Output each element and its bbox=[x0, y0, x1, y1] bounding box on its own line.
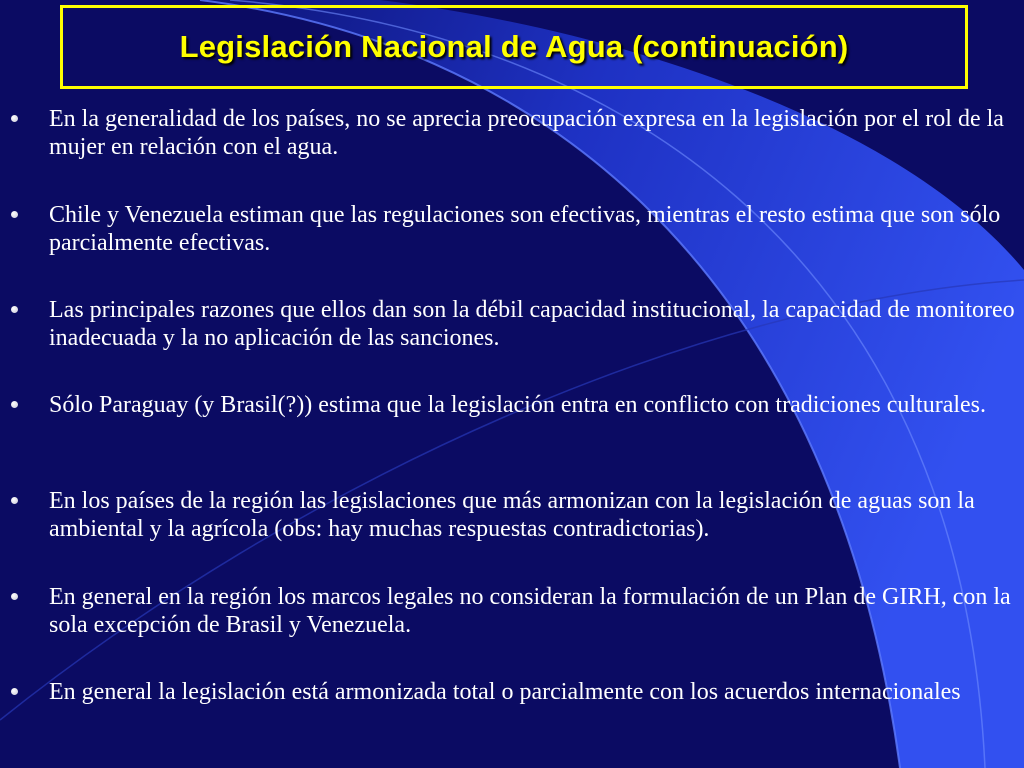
bullet-item bbox=[49, 105, 1024, 161]
bullet-text: Sólo Paraguay (y Brasil(?)) estima que la legislación entra en conflicto con tradiciones culturales. bbox=[49, 392, 987, 418]
bullet-item bbox=[49, 678, 1024, 706]
bullet-item bbox=[49, 583, 1024, 639]
bullet-dot-icon bbox=[11, 688, 18, 695]
bullet-item bbox=[49, 487, 1024, 543]
bullet-text: En la generalidad de los países, no se aprecia preocupación expresa en la legislación por el rol de la mujer en relación con el agua. bbox=[49, 106, 1004, 160]
bullet-dot-icon bbox=[11, 401, 18, 408]
bullet-text: En general la legislación está armonizada total o parcialmente con los acuerdos internacionales bbox=[49, 679, 961, 705]
bullet-dot-icon bbox=[11, 306, 18, 313]
bullet-dot-icon bbox=[11, 497, 18, 504]
bullet-dot-icon bbox=[11, 593, 18, 600]
bullet-text: En general en la región los marcos legales no consideran la formulación de un Plan de GIRH, con la sola excepción de Brasil y Venezuela. bbox=[49, 584, 1011, 638]
bullet-text: Chile y Venezuela estiman que las regulaciones son efectivas, mientras el resto estima que son sólo parcialmente efectivas. bbox=[49, 202, 1001, 256]
bullet-text: Las principales razones que ellos dan son la débil capacidad institucional, la capacidad de monitoreo inadecuada y la no aplicación de las sanciones. bbox=[49, 297, 1015, 351]
bullet-text: En los países de la región las legislaciones que más armonizan con la legislación de aguas son la ambiental y la agrícola (obs: hay muchas respuestas contradictorias). bbox=[49, 488, 975, 542]
slide-title: Legislación Nacional de Agua (continuación) bbox=[179, 29, 849, 64]
bullet-item bbox=[49, 391, 1024, 419]
bullet-dot-icon bbox=[11, 211, 18, 218]
bullet-item bbox=[49, 201, 1024, 257]
bullet-dot-icon bbox=[11, 115, 18, 122]
bullet-item bbox=[49, 296, 1024, 352]
